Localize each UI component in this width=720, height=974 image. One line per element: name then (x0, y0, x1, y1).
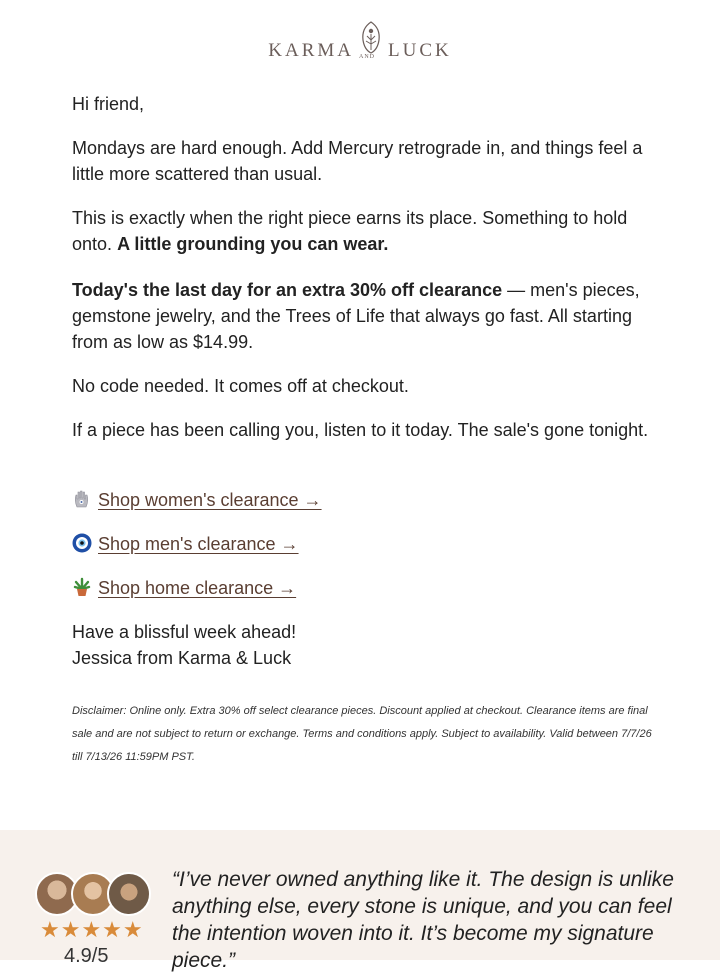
sale-details: — men's pieces, gemstone jewelry, and the Trees of Life that always go fast. All starting from as low as $14.99. (72, 280, 640, 352)
paragraph-mondays: Mondays are hard enough. Add Mercury retrograde in, and things feel a little more scattered than usual. (72, 138, 643, 184)
potted-plant-icon (72, 577, 92, 597)
signoff-signature: Jessica from Karma & Luck (72, 648, 292, 668)
shop-men-clearance-row (72, 531, 299, 557)
email-header (0, 0, 720, 72)
evil-eye-icon (72, 533, 92, 553)
signoff (72, 619, 657, 671)
review-section (0, 830, 720, 972)
paragraph-right-piece (72, 205, 657, 257)
rating-value: 4.9/5 (64, 945, 109, 967)
hamsa-icon (72, 489, 92, 509)
brand-and: AND (359, 54, 375, 60)
brand-name-left: KARMA (268, 40, 354, 61)
shop-women-clearance-row (72, 487, 322, 513)
shop-men-clearance-link[interactable]: Shop men's clearance → (98, 534, 299, 554)
shop-women-clearance-link[interactable]: Shop women's clearance → (98, 490, 322, 510)
paragraph-calling: If a piece has been calling you, listen to it today. The sale's gone tonight. (72, 420, 649, 440)
reviewer-avatars (35, 872, 155, 916)
disclaimer: Disclaimer: Online only. Extra 30% off select clearance pieces. Discount applied at checkout. Clearance items are final sale and are not subject to return or exchange. Terms and conditions apply. Subject to availability. Valid between 7/7/26 till 7/13/26 11:59PM PST. (72, 705, 652, 763)
greeting: Hi friend, (72, 94, 145, 114)
signoff-line: Have a blissful week ahead! (72, 622, 297, 642)
paragraph-right-piece-text: This is exactly when the right piece earns its place. Something to hold onto. (72, 208, 628, 254)
brand-logo[interactable] (0, 30, 720, 64)
shop-home-clearance-row (72, 575, 296, 601)
paragraph-no-code: No code needed. It comes off at checkout. (72, 376, 409, 396)
review-quote: “I’ve never owned anything like it. The design is unlike anything else, every stone is unique, and you can feel the intention woven into it. It’s become my signature piece.” (172, 868, 674, 972)
paragraph-sale (72, 277, 657, 355)
avatar (107, 872, 151, 916)
sale-headline: Today's the last day for an extra 30% off clearance (72, 280, 503, 300)
shop-home-clearance-link[interactable]: Shop home clearance → (98, 578, 297, 598)
paragraph-right-piece-emphasis: A little grounding you can wear. (117, 234, 389, 254)
brand-name-right: LUCK (388, 40, 452, 61)
star-rating-icon: ★★★★★ (40, 918, 144, 943)
